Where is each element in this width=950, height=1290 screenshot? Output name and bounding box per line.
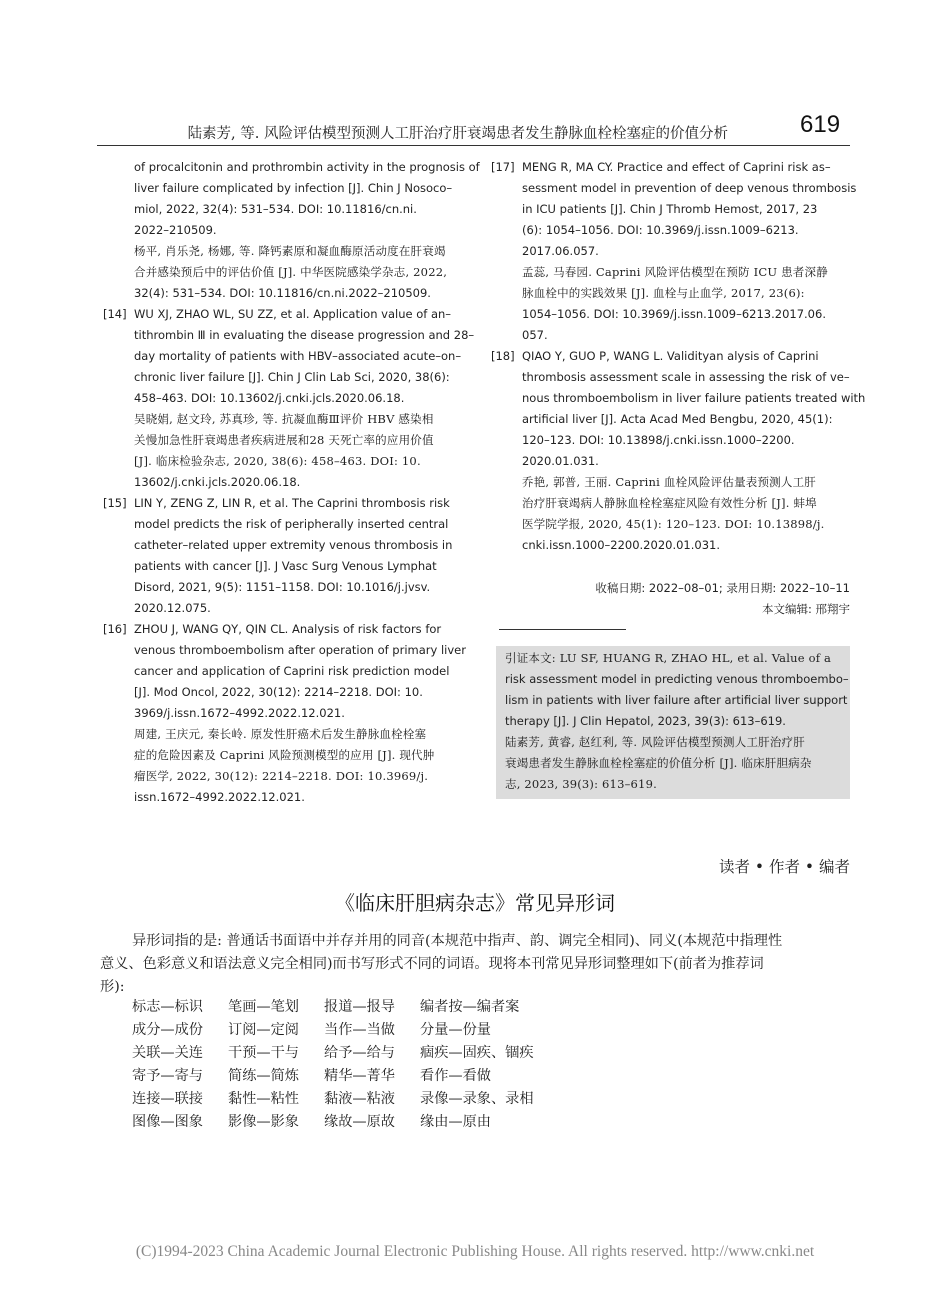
left-column (103, 157, 480, 808)
footer-copyright: (C)1994-2023 China Academic Journal Electronic Publishing House. All rights reserved. http://www.cnki.net (135, 1243, 815, 1260)
reference-line: 2020.01.031. (522, 454, 599, 468)
reference-line: sessment model in prevention of deep venous thrombosis (522, 181, 857, 195)
reference-line: 杨平, 肖乐尧, 杨娜, 等. 降钙素原和凝血酶原活动度在肝衰竭 (134, 244, 446, 258)
variant-word-pair: 图像—图象 (132, 1114, 203, 1130)
variant-word-pair: 录像—录象、录相 (420, 1091, 534, 1107)
citation-line: risk assessment model in predicting venous thromboembo– (505, 672, 849, 686)
reference-line: nous thromboembolism in liver failure patients treated with (522, 391, 866, 405)
variant-word-pair: 笔画—笔划 (228, 999, 299, 1015)
received-accepted-dates: 收稿日期: 2022–08–01; 录用日期: 2022–10–11 (595, 581, 850, 595)
reference-line: cnki.issn.1000–2200.2020.01.031. (522, 538, 720, 552)
reference-line: of procalcitonin and prothrombin activity in the prognosis of (134, 160, 480, 174)
reference-entry (103, 304, 475, 493)
reference-line: catheter–related upper extremity venous thrombosis in (134, 538, 453, 552)
reference-13-continuation (103, 157, 480, 304)
reference-number: [18] (491, 349, 515, 363)
reference-line: 458–463. DOI: 10.13602/j.cnki.jcls.2020.06.18. (134, 391, 405, 405)
variant-word-pair: 影像—影象 (228, 1114, 299, 1130)
variant-word-pair: 缘故—原故 (324, 1114, 395, 1130)
left-reference-list (103, 304, 475, 808)
variant-word-grid (132, 996, 570, 1134)
reference-number: [15] (103, 496, 127, 510)
reference-line: MENG R, MA CY. Practice and effect of Caprini risk as– (522, 160, 831, 174)
intro-line: 意义、色彩意义和语法意义完全相同)而书写形式不同的词语。现将本刊常见异形词整理如下(前者为推荐词 (100, 956, 764, 972)
reference-line: 2017.06.057. (522, 244, 599, 258)
reference-line: tithrombin Ⅲ in evaluating the disease progression and 28– (134, 328, 475, 342)
citation-line: 衰竭患者发生静脉血栓栓塞症的价值分析 [J]. 临床肝胆病杂 (505, 756, 812, 770)
notice-intro (100, 930, 855, 999)
reference-line: issn.1672–4992.2022.12.021. (134, 790, 305, 804)
reference-body (134, 304, 474, 493)
variant-word-pair: 寄予—寄与 (132, 1068, 203, 1084)
variant-word-pair: 看作—看做 (420, 1068, 491, 1084)
reference-line: 医学院学报, 2020, 45(1): 120–123. DOI: 10.13898/j. (522, 517, 825, 531)
reference-body (522, 346, 865, 556)
page-number: 619 (800, 111, 841, 138)
reference-line: 吴晓娟, 赵文玲, 苏真珍, 等. 抗凝血酶Ⅲ评价 HBV 感染相 (134, 412, 434, 426)
reference-line: 2022–210509. (134, 223, 217, 237)
variant-word-pair: 报道—报导 (324, 999, 395, 1015)
reference-entry (103, 493, 465, 619)
reference-entry (491, 157, 857, 346)
variant-word-pair: 成分—成份 (132, 1022, 203, 1038)
notice-title: 《临床肝胆病杂志》常见异形词 (335, 891, 615, 915)
header-rule (97, 145, 850, 146)
citation-line: 志, 2023, 39(3): 613–619. (505, 777, 657, 791)
reference-number: [17] (491, 160, 515, 174)
citation-line: 陆素芳, 黄睿, 赵红利, 等. 风险评估模型预测人工肝治疗肝 (505, 735, 805, 749)
variant-word-pair: 黏液—粘液 (324, 1091, 395, 1107)
reference-line: patients with cancer [J]. J Vasc Surg Venous Lymphat (134, 559, 437, 573)
variant-word-pair: 分量—份量 (420, 1022, 491, 1038)
citation-line: 引证本文: LU SF, HUANG R, ZHAO HL, et al. Value of a (505, 651, 832, 665)
citation-line: therapy [J]. J Clin Hepatol, 2023, 39(3): 613–619. (505, 714, 786, 728)
reference-line: 孟蕊, 马春园. Caprini 风险评估模型在预防 ICU 患者深静 (522, 265, 828, 279)
right-reference-list (491, 157, 866, 556)
reference-line: 瘤医学, 2022, 30(12): 2214–2218. DOI: 10.3969/j. (134, 769, 429, 783)
reference-number: [14] (103, 307, 127, 321)
reference-line: WU XJ, ZHAO WL, SU ZZ, et al. Application value of an– (134, 307, 452, 321)
reference-body (522, 157, 856, 346)
reference-line: artificial liver [J]. Acta Acad Med Bengbu, 2020, 45(1): (522, 412, 833, 426)
variant-word-pair: 关联—关连 (132, 1045, 203, 1061)
variant-word-pair: 精华—菁华 (324, 1068, 395, 1084)
variant-word-pair: 编者按—编者案 (420, 999, 520, 1015)
reference-line: 周建, 王庆元, 秦长岭. 原发性肝癌术后发生静脉血栓栓塞 (134, 727, 427, 741)
variant-word-pair: 干预—干与 (228, 1045, 299, 1061)
variant-word-pair: 给予—给与 (324, 1045, 395, 1061)
variant-word-pair: 痼疾—固疾、锢疾 (420, 1045, 534, 1061)
reference-line: liver failure complicated by infection [J]. Chin J Nosoco– (134, 181, 453, 195)
citation-box (496, 646, 850, 799)
reference-line: 治疗肝衰竭病人静脉血栓栓塞症风险有效性分析 [J]. 蚌埠 (522, 496, 817, 510)
intro-line: 形): (100, 979, 125, 995)
reference-line: QIAO Y, GUO P, WANG L. Validityan alysis of Caprini (522, 349, 819, 363)
reference-entry (491, 346, 866, 556)
reference-line: 120–123. DOI: 10.13898/j.cnki.issn.1000–2200. (522, 433, 795, 447)
right-column (491, 157, 866, 556)
intro-line: 异形词指的是: 普通话书面语中并存并用的同音(本规范中指声、韵、调完全相同)、同义(本规范中指理性 (132, 933, 783, 949)
variant-word-pair: 当作—当做 (324, 1022, 395, 1038)
reference-line: 乔艳, 郭普, 王丽. Caprini 血栓风险评估量表预测人工肝 (522, 475, 816, 489)
running-header-title: 陆素芳, 等. 风险评估模型预测人工肝治疗肝衰竭患者发生静脉血栓栓塞症的价值分析 (187, 126, 728, 142)
reference-line: 合并感染预后中的评估价值 [J]. 中华医院感染学杂志, 2022, (134, 265, 448, 279)
variant-word-pair: 简练—简炼 (228, 1068, 299, 1084)
reference-line: 2020.12.075. (134, 601, 211, 615)
reference-line: [J]. Mod Oncol, 2022, 30(12): 2214–2218. DOI: 10. (134, 685, 423, 699)
reference-body (134, 493, 465, 619)
reference-body (134, 619, 466, 808)
reference-line: LIN Y, ZENG Z, LIN R, et al. The Caprini thrombosis risk (134, 496, 450, 510)
reference-line: 3969/j.issn.1672–4992.2022.12.021. (134, 706, 345, 720)
reference-line: chronic liver failure [J]. Chin J Clin Lab Sci, 2020, 38(6): (134, 370, 450, 384)
reference-line: 症的危险因素及 Caprini 风险预测模型的应用 [J]. 现代肿 (134, 748, 435, 762)
reference-line: in ICU patients [J]. Chin J Thromb Hemost, 2017, 23 (522, 202, 818, 216)
reference-line: day mortality of patients with HBV–associated acute–on– (134, 349, 462, 363)
reference-line: ZHOU J, WANG QY, QIN CL. Analysis of risk factors for (134, 622, 442, 636)
reference-line: 脉血栓中的实践效果 [J]. 血栓与止血学, 2017, 23(6): (522, 286, 805, 300)
reference-line: [J]. 临床检验杂志, 2020, 38(6): 458–463. DOI: 10. (134, 454, 421, 468)
reference-line: Disord, 2021, 9(5): 1151–1158. DOI: 10.1016/j.jvsv. (134, 580, 431, 594)
reference-line: (6): 1054–1056. DOI: 10.3969/j.issn.1009–6213. (522, 223, 799, 237)
reference-line: cancer and application of Caprini risk prediction model (134, 664, 450, 678)
reference-line: thrombosis assessment scale in assessing the risk of ve– (522, 370, 850, 384)
reference-line: 1054–1056. DOI: 10.3969/j.issn.1009–6213.2017.06. (522, 307, 826, 321)
reference-number: [16] (103, 622, 127, 636)
section-tag: 读者 • 作者 • 编者 (719, 858, 850, 876)
reference-line: 057. (522, 328, 548, 342)
reference-entry (103, 619, 465, 808)
article-editor: 本文编辑: 邢翔宇 (761, 602, 850, 616)
citation-rule (499, 629, 626, 630)
citation-line: lism in patients with liver failure after artificial liver support (505, 693, 848, 707)
variant-word-pair: 黏性—粘性 (228, 1091, 299, 1107)
reference-line: 13602/j.cnki.jcls.2020.06.18. (134, 475, 301, 489)
reference-line: 32(4): 531–534. DOI: 10.11816/cn.ni.2022–210509. (134, 286, 431, 300)
reference-line: 关慢加急性肝衰竭患者疾病进展和28 天死亡率的应用价值 (134, 433, 434, 447)
variant-word-pair: 连接—联接 (132, 1091, 203, 1107)
reference-line: model predicts the risk of peripherally inserted central (134, 517, 449, 531)
reference-line: venous thromboembolism after operation of primary liver (134, 643, 466, 657)
variant-word-pair: 订阅—定阅 (228, 1022, 299, 1038)
variant-word-pair: 标志—标识 (132, 999, 203, 1015)
variant-word-pair: 缘由—原由 (420, 1114, 491, 1130)
reference-line: miol, 2022, 32(4): 531–534. DOI: 10.11816/cn.ni. (134, 202, 417, 216)
